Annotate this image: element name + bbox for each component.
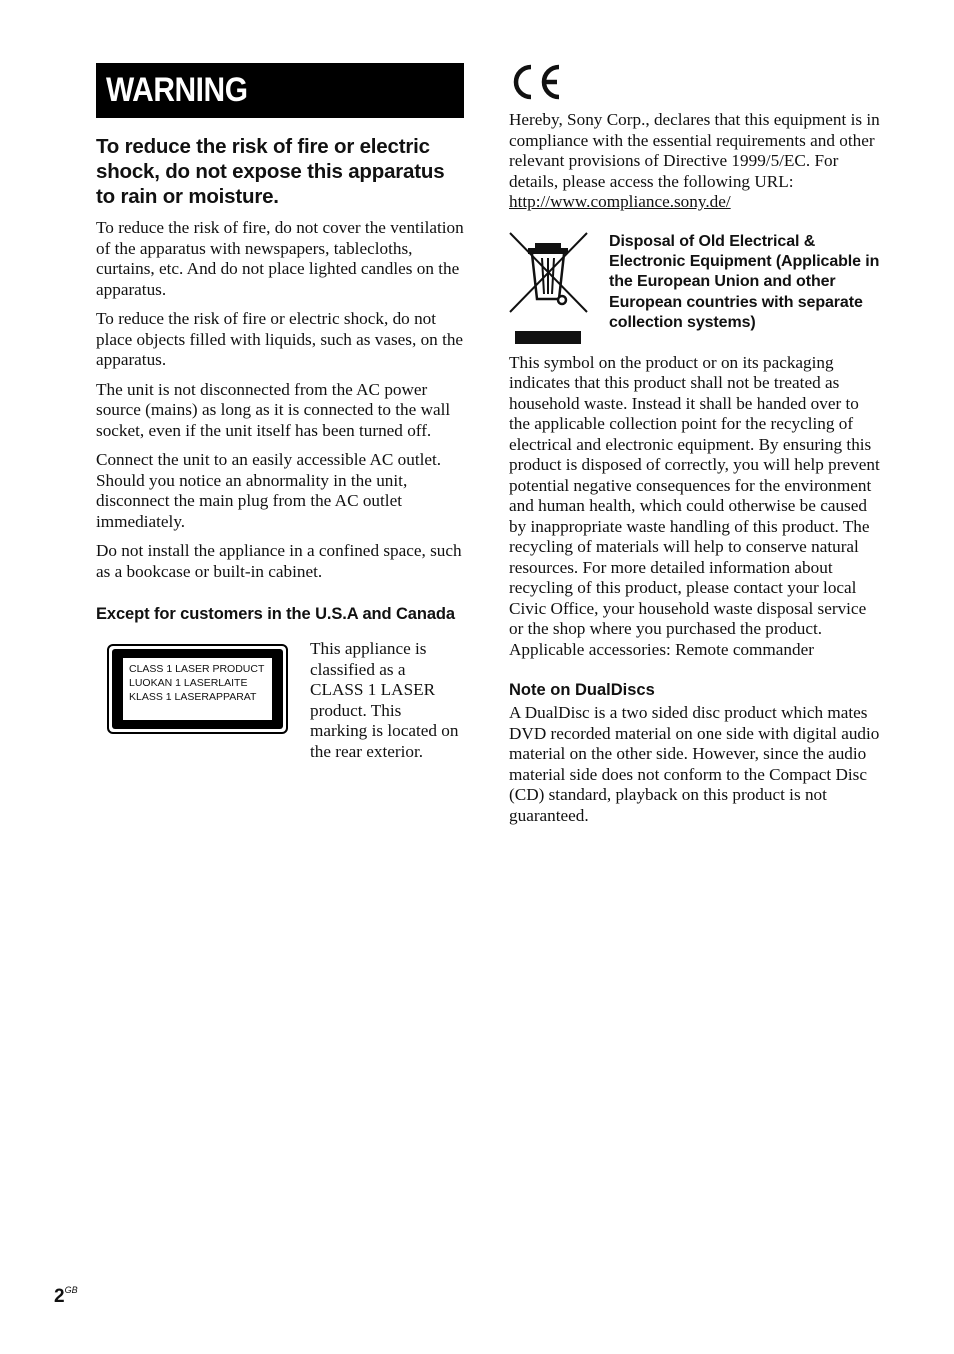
disposal-title: Disposal of Old Electrical & Electronic Equipment (Applicable in the European Union and other European countries with separate collection systems) — [609, 232, 880, 332]
applicable-accessories: Applicable accessories: Remote commander — [509, 639, 814, 659]
right-column — [509, 62, 881, 835]
laser-label-line: KLASS 1 LASERAPPARAT — [129, 691, 257, 703]
warning-title: WARNING — [106, 71, 248, 109]
paragraph-liquids: To reduce the risk of fire or electric shock, do not place objects filled with liquids, such as vases, on the apparatus. — [96, 309, 464, 369]
note-text: A DualDisc is a two sided disc product which mates DVD recorded material on one side with digital audio material on the other side. However, since the audio material side does not conform to the Compact Disc (CD) standard, playback on this product is not guaranteed. — [509, 703, 880, 825]
left-column — [96, 63, 468, 762]
paragraph-disconnect: The unit is not disconnected from the AC power source (mains) as long as it is connected to the wall socket, even if the unit itself has been turned off. — [96, 379, 451, 440]
laser-label-image — [107, 644, 288, 734]
ce-mark-icon — [509, 62, 563, 102]
disposal-text: This symbol on the product or on its packaging indicates that this product shall not be treated as household waste. Instead it shall be handed over to the applicable collection point for the recycling of electrical and electronic equipment. By ensuring this product is disposed of correctly, you will help prevent potential negative consequences for the environment and human health, which could otherwise be caused by inappropriate waste handling of this product. The recycling of materials will help to conserve natural resources. For more detailed information about recycling of this product, please contact your local Civic Office, your household waste disposal service or the shop where you purchased the product. Applicable accessories: Remote commander — [509, 352, 880, 659]
page-suffix: GB — [64, 1285, 78, 1295]
page-number: $2^{GB}$ — [54, 1285, 78, 1307]
crossed-out-wheeled-bin-icon — [509, 232, 609, 344]
paragraph-confined-space: Do not install the appliance in a confined space, such as a bookcase or built-in cabinet. — [96, 541, 462, 581]
laser-label-line: LUOKAN 1 LASERLAITE — [129, 677, 248, 689]
paragraph-outlet: Connect the unit to an easily accessible AC outlet. Should you notice an abnormality in the unit, disconnect the main plug from the AC outlet immediately. — [96, 450, 442, 531]
compliance-text: Hereby, Sony Corp., declares that this equipment is in compliance with the essential requirements and other relevant provisions of Directive 1999/5/EC. For details, please access the following URL: http://www.compliance.sony.de/ — [509, 110, 880, 211]
compliance-link[interactable]: http://www.compliance.sony.de/ — [509, 192, 731, 211]
disposal-section — [509, 232, 881, 344]
laser-label-line: CLASS 1 LASER PRODUCT — [129, 663, 265, 675]
laser-section — [96, 639, 468, 762]
warning-banner — [96, 63, 464, 118]
laser-description: This appliance is classified as a CLASS 1 LASER product. This marking is located on the rear exterior. — [310, 639, 459, 761]
lead-heading: To reduce the risk of fire or electric shock, do not expose this apparatus to rain or moisture. — [96, 135, 445, 208]
subheading-except-usa-canada: Except for customers in the U.S.A and Canada — [96, 605, 455, 623]
paragraph-ventilation: To reduce the risk of fire, do not cover the ventilation of the apparatus with newspapers, tablecloths, curtains, etc. And do not place lighted candles on the apparatus. — [96, 218, 464, 299]
note-heading: Note on DualDiscs — [509, 681, 655, 699]
